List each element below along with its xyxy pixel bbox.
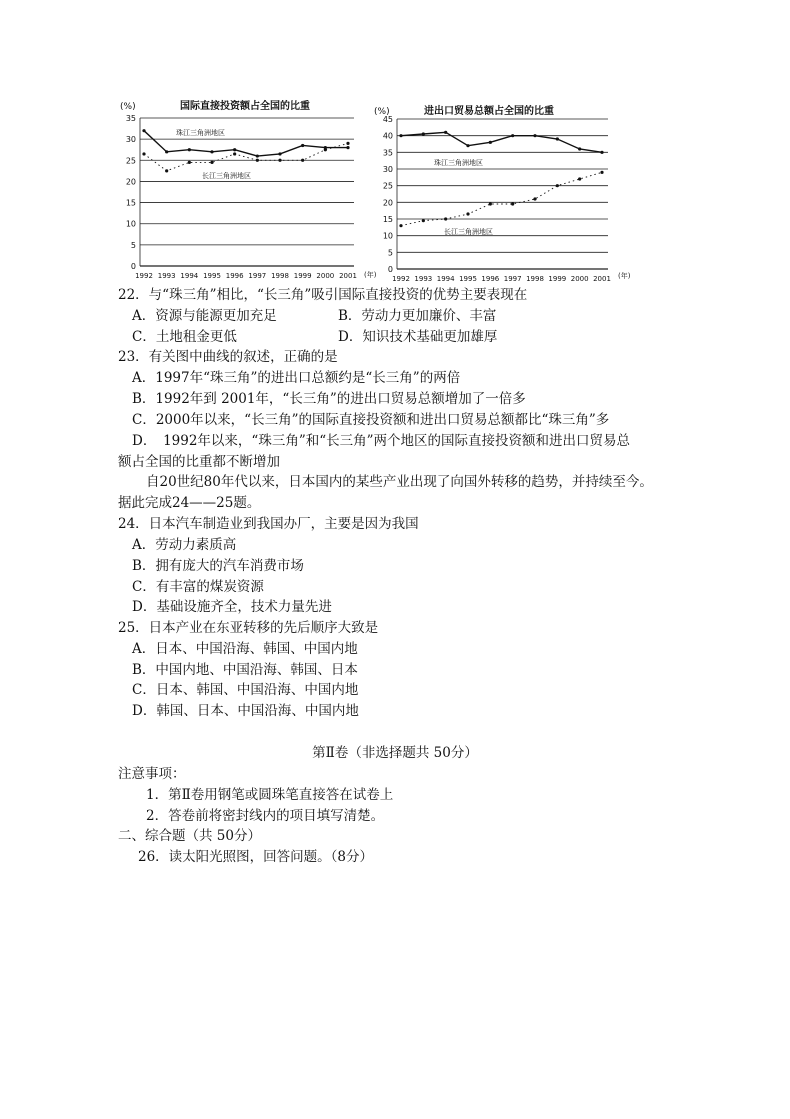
series-label-yangtze: 长江三角洲地区 — [444, 228, 493, 236]
x-tick-label: 2000 — [570, 275, 589, 282]
data-point — [600, 151, 603, 154]
q23-option-d-cont: 额占全国的比重都不断增加 — [118, 454, 280, 470]
data-point — [511, 134, 514, 137]
intro-line-2: 据此完成24——25题。 — [118, 495, 261, 511]
data-point — [210, 150, 213, 153]
data-point — [489, 141, 492, 144]
data-point — [556, 184, 559, 187]
series-label-yangtze: 长江三角洲地区 — [202, 172, 251, 180]
x-tick-label: 1998 — [271, 272, 289, 280]
y-tick-label: 10 — [125, 219, 136, 229]
data-point — [233, 148, 236, 151]
series-line — [401, 172, 602, 225]
x-unit-label: (年) — [618, 272, 631, 280]
q24-option-b: B．拥有庞大的汽车消费市场 — [132, 558, 304, 574]
x-tick-label: 2000 — [316, 272, 335, 280]
data-point — [188, 161, 191, 164]
q25-option-b: B．中国内地、中国沿海、韩国、日本 — [132, 662, 358, 678]
q24-option-c: C．有丰富的煤炭资源 — [132, 579, 264, 595]
x-tick-label: 1995 — [459, 275, 477, 282]
data-point — [233, 152, 236, 155]
x-tick-label: 1992 — [392, 275, 410, 282]
q24-option-a: A．劳动力素质高 — [132, 537, 237, 553]
y-tick-label: 0 — [387, 265, 393, 274]
series-label-pearl: 珠江三角洲地区 — [176, 129, 225, 137]
x-tick-label: 1999 — [548, 275, 567, 282]
note-1: 1．第Ⅱ卷用钢笔或圆珠笔直接答在试卷上 — [146, 787, 394, 803]
data-point — [256, 154, 259, 157]
note-2: 2．答卷前将密封线内的项目填写清楚。 — [146, 808, 385, 824]
data-point — [324, 148, 327, 151]
y-tick-label: 10 — [382, 231, 393, 241]
data-point — [444, 131, 447, 134]
x-tick-label: 1992 — [135, 272, 153, 280]
data-point — [165, 150, 168, 153]
x-tick-label: 1999 — [293, 272, 312, 280]
part-2-heading: 二、综合题（共 50分） — [118, 828, 261, 844]
y-tick-label: 5 — [387, 248, 393, 258]
y-tick-label: 20 — [382, 198, 393, 208]
data-point — [346, 146, 349, 149]
data-point — [346, 142, 349, 145]
data-point — [578, 177, 581, 180]
series-label-pearl: 珠江三角洲地区 — [434, 159, 483, 167]
q23-option-a: A．1997年“珠三角”的进出口总额约是“长三角”的两倍 — [132, 370, 461, 386]
q24-stem: 24．日本汽车制造业到我国办厂，主要是因为我国 — [118, 516, 419, 532]
y-tick-label: 30 — [125, 135, 136, 145]
data-point — [278, 152, 281, 155]
x-tick-label: 2001 — [593, 275, 611, 282]
y-tick-label: 25 — [382, 181, 393, 191]
x-tick-label: 1994 — [180, 272, 199, 280]
data-point — [165, 169, 168, 172]
x-tick-label: 1993 — [414, 275, 433, 282]
q22-option-a: A．资源与能源更加充足 — [132, 308, 277, 324]
q26-stem: 26．读太阳光照图，回答问题。（8分） — [138, 849, 374, 865]
data-point — [556, 137, 559, 140]
trade-share-chart — [368, 96, 640, 282]
data-point — [511, 202, 514, 205]
data-point — [466, 212, 469, 215]
y-tick-label: 35 — [382, 148, 393, 158]
series-line — [144, 131, 348, 156]
intro-line-1: 自20世纪80年代以来，日本国内的某些产业出现了向国外转移的趋势，并持续至今。 — [146, 474, 653, 490]
x-tick-label: 1996 — [225, 272, 244, 280]
data-point — [399, 224, 402, 227]
y-axis-label: (%) — [374, 107, 390, 117]
y-axis-label: (%) — [120, 102, 136, 112]
data-point — [142, 152, 145, 155]
notes-title: 注意事项： — [118, 766, 186, 782]
x-tick-label: 1993 — [157, 272, 176, 280]
y-tick-label: 25 — [125, 156, 136, 166]
x-tick-label: 1995 — [203, 272, 221, 280]
q22-option-d: D．知识技术基础更加雄厚 — [338, 329, 498, 345]
chart-title: 国际直接投资额占全国的比重 — [180, 101, 310, 112]
data-point — [533, 134, 536, 137]
y-tick-label: 15 — [125, 198, 136, 208]
q25-option-a: A．日本、中国沿海、韩国、中国内地 — [132, 641, 358, 657]
q22-stem: 22．与“珠三角”相比，“长三角”吸引国际直接投资的优势主要表现在 — [118, 287, 528, 303]
data-point — [188, 148, 191, 151]
data-point — [256, 159, 259, 162]
section-2-title: 第Ⅱ卷（非选择题共 50分） — [312, 745, 478, 761]
data-point — [600, 171, 603, 174]
data-point — [301, 159, 304, 162]
data-point — [301, 144, 304, 147]
q25-stem: 25．日本产业在东亚转移的先后顺序大致是 — [118, 620, 379, 636]
y-tick-label: 20 — [125, 177, 136, 187]
x-unit-label: (年) — [364, 271, 377, 279]
data-point — [142, 129, 145, 132]
fdi-share-chart — [118, 96, 380, 282]
chart-title: 进出口贸易总额占全国的比重 — [424, 106, 554, 117]
y-tick-label: 15 — [382, 215, 393, 224]
x-tick-label: 1997 — [503, 275, 522, 282]
x-tick-label: 1994 — [436, 275, 455, 282]
q24-option-d: D．基础设施齐全，技术力量先进 — [132, 599, 332, 615]
q23-option-b: B．1992年到 2001年，“长三角”的进出口贸易总额增加了一倍多 — [132, 391, 526, 407]
data-point — [210, 161, 213, 164]
x-tick-label: 2001 — [339, 272, 357, 280]
x-tick-label: 1997 — [248, 272, 267, 280]
q23-stem: 23．有关图中曲线的叙述，正确的是 — [118, 349, 338, 365]
data-point — [422, 219, 425, 222]
y-tick-label: 45 — [382, 115, 393, 124]
data-point — [399, 134, 402, 137]
q25-option-d: D．韩国、日本、中国沿海、中国内地 — [132, 703, 359, 719]
q22-option-b: B．劳动力更加廉价、丰富 — [338, 308, 497, 324]
q23-option-c: C．2000年以来，“长三角”的国际直接投资额和进出口贸易总额都比“珠三角”多 — [132, 412, 610, 428]
x-tick-label: 1996 — [481, 275, 500, 282]
x-tick-label: 1998 — [526, 275, 544, 282]
data-point — [422, 132, 425, 135]
y-tick-label: 0 — [130, 262, 136, 271]
data-point — [489, 202, 492, 205]
data-point — [444, 217, 447, 220]
data-point — [578, 147, 581, 150]
data-point — [278, 159, 281, 162]
q22-option-c: C．土地租金更低 — [132, 329, 237, 345]
y-tick-label: 40 — [382, 131, 393, 141]
q23-option-d: D． 1992年以来，“珠三角”和“长三角”两个地区的国际直接投资额和进出口贸易总 — [132, 433, 631, 449]
data-point — [533, 197, 536, 200]
data-point — [466, 144, 469, 147]
y-tick-label: 30 — [382, 165, 393, 174]
y-tick-label: 35 — [125, 114, 136, 123]
y-tick-label: 5 — [130, 240, 136, 250]
q25-option-c: C．日本、韩国、中国沿海、中国内地 — [132, 682, 359, 698]
